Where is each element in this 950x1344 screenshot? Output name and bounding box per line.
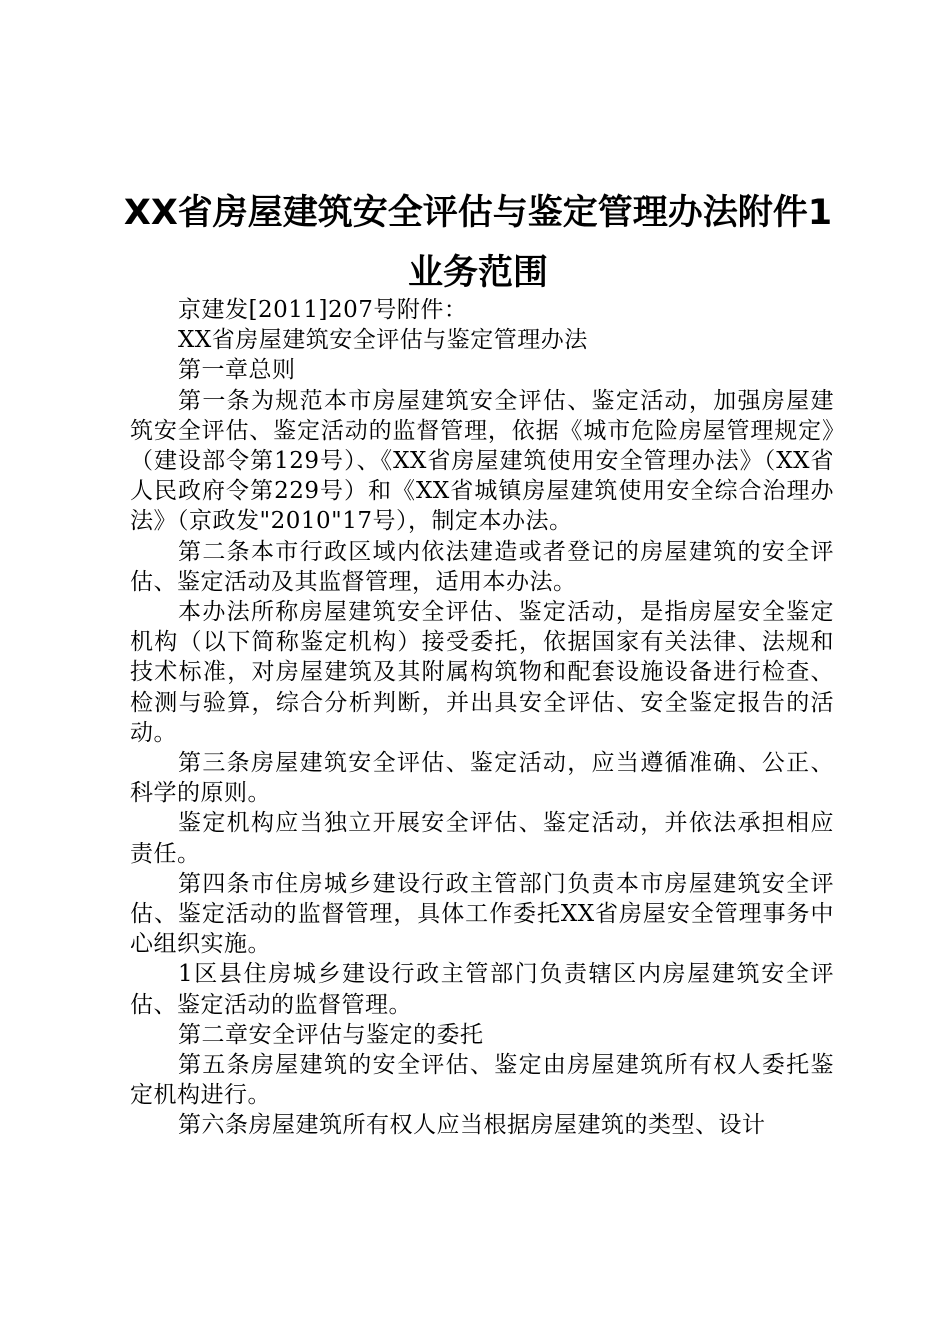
title-line-1: XX省房屋建筑安全评估与鉴定管理办法附件1 <box>123 193 833 233</box>
chapter-heading: 第二章安全评估与鉴定的委托 <box>178 1021 484 1048</box>
body-paragraph: 第一条为规范本市房屋建筑安全评估、鉴定活动，加强房屋建筑安全评估、鉴定活动的监督管理，依据《城市危险房屋管理规定》（建设部令第129号）、《XX省房屋建筑使用安全管理办法》（XX省人民政府令第229号）和《XX省城镇房屋建筑使用安全综合治理办法》（京政发"2010"17号），制定本办法。 <box>130 387 834 535</box>
doc-subtitle: XX省房屋建筑安全评估与鉴定管理办法 <box>178 327 588 354</box>
document-body <box>130 295 834 1141</box>
document-title <box>120 183 836 303</box>
body-paragraph: 本办法所称房屋建筑安全评估、鉴定活动，是指房屋安全鉴定机构（以下简称鉴定机构）接受委托，依据国家有关法律、法规和技术标准，对房屋建筑及其附属构筑物和配套设施设备进行检查、检测与验算，综合分析判断，并出具安全评估、安全鉴定报告的活动。 <box>130 599 834 746</box>
chapter-heading: 第一章总则 <box>178 357 296 384</box>
body-paragraph: 第四条市住房城乡建设行政主管部门负责本市房屋建筑安全评估、鉴定活动的监督管理，具体工作委托XX省房屋安全管理事务中心组织实施。 <box>130 870 834 958</box>
body-paragraph: 第六条房屋建筑所有权人应当根据房屋建筑的类型、设计 <box>178 1112 766 1139</box>
title-line-2: 业务范围 <box>407 253 548 293</box>
body-paragraph: 第二条本市行政区域内依法建造或者登记的房屋建筑的安全评估、鉴定活动及其监督管理，适用本办法。 <box>130 538 834 595</box>
body-paragraph: 鉴定机构应当独立开展安全评估、鉴定活动，并依法承担相应责任。 <box>130 810 834 867</box>
doc-reference: 京建发[2011]207号附件： <box>178 297 468 323</box>
body-paragraph: 第三条房屋建筑安全评估、鉴定活动，应当遵循准确、公正、科学的原则。 <box>130 750 834 807</box>
body-paragraph: 第五条房屋建筑的安全评估、鉴定由房屋建筑所有权人委托鉴定机构进行。 <box>130 1052 834 1109</box>
body-paragraph: 1区县住房城乡建设行政主管部门负责辖区内房屋建筑安全评估、鉴定活动的监督管理。 <box>130 961 834 1018</box>
